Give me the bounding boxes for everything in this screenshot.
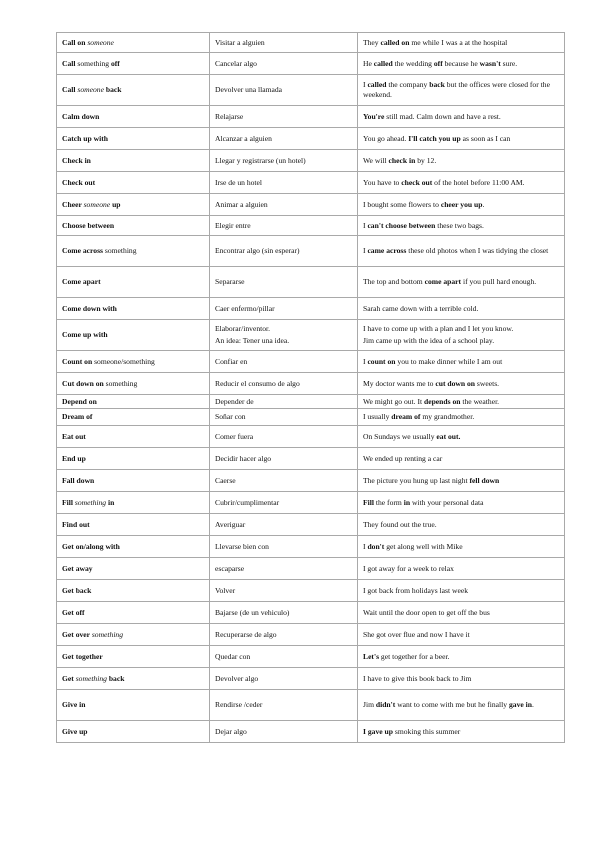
bold-text: You're: [363, 111, 385, 121]
text-segment: He: [363, 58, 374, 68]
example-cell: [358, 236, 565, 267]
text-segment: Separarse: [215, 277, 245, 286]
text-segment: the company: [386, 80, 430, 89]
bold-text: Cut down on: [62, 378, 104, 388]
example-cell: [358, 624, 565, 646]
bold-text: Let's: [363, 651, 380, 661]
phrasal-verb-cell: [57, 75, 210, 106]
text-segment: The top and bottom: [363, 277, 425, 286]
meaning-cell: [210, 172, 358, 194]
table-row: [57, 721, 565, 743]
phrasal-verb-cell: [57, 216, 210, 236]
text-segment: something: [75, 58, 111, 68]
bold-text: Come down with: [62, 303, 117, 313]
table-row: [57, 373, 565, 395]
phrasal-verb-cell: [57, 426, 210, 448]
text-segment: I: [363, 80, 368, 89]
meaning-cell: [210, 216, 358, 236]
text-segment: me while I was a at the hospital: [409, 37, 508, 47]
bold-text: Call: [62, 85, 78, 94]
example-cell: [358, 267, 565, 298]
table-row: [57, 320, 565, 351]
text-segment: Sarah came down with a terrible cold.: [363, 303, 479, 313]
text-segment: Jim: [363, 700, 376, 709]
bold-text: Get over: [62, 629, 92, 639]
text-segment: Devolver una llamada: [215, 85, 283, 94]
example-cell: [358, 373, 565, 395]
bold-text: Choose between: [62, 220, 115, 230]
text-segment: Elegir entre: [215, 220, 251, 230]
bold-text: depends on: [423, 396, 461, 406]
text-segment: My doctor wants me to: [363, 378, 436, 388]
text-segment: you to make dinner while I am out: [395, 356, 503, 366]
meaning-cell: [210, 53, 358, 75]
text-segment: Recuperarse de algo: [215, 629, 277, 639]
meaning-cell: [210, 721, 358, 743]
example-cell: [358, 721, 565, 743]
phrasal-verb-cell: [57, 580, 210, 602]
bold-text: Fill: [363, 497, 374, 507]
table-row: [57, 624, 565, 646]
table-row: [57, 470, 565, 492]
example-cell: [358, 646, 565, 668]
bold-text: check out: [401, 177, 433, 187]
phrasal-verb-cell: [57, 267, 210, 298]
bold-text: Get off: [62, 607, 85, 617]
text-segment: They: [363, 37, 381, 47]
bold-text: check in: [388, 155, 416, 165]
table-row: [57, 216, 565, 236]
example-cell: [358, 668, 565, 690]
table-row: [57, 602, 565, 624]
bold-text: Check in: [62, 155, 91, 165]
text-segment: the weather.: [460, 396, 500, 406]
text-segment: my grandmother.: [420, 412, 475, 421]
table-row: [57, 646, 565, 668]
text-segment: You go ahead.: [363, 133, 409, 143]
example-cell: [358, 216, 565, 236]
text-segment: something: [102, 246, 137, 255]
bold-text: gave in: [508, 700, 532, 709]
phrasal-verb-cell: [57, 536, 210, 558]
bold-text: Get: [62, 673, 76, 683]
text-segment: Caer enfermo/pillar: [215, 303, 275, 313]
phrasal-verb-cell: [57, 668, 210, 690]
text-segment: sweets.: [475, 378, 500, 388]
meaning-cell: [210, 646, 358, 668]
bold-text: up: [110, 199, 121, 209]
italic-text: something: [91, 629, 124, 639]
bold-text: called on: [380, 37, 410, 47]
text-segment: Volver: [215, 585, 236, 595]
bold-text: Come apart: [62, 277, 101, 286]
meaning-cell: [210, 267, 358, 298]
example-cell: [358, 426, 565, 448]
meaning-second-line: [215, 336, 352, 346]
text-segment: Llegar y registrarse (un hotel): [215, 155, 306, 165]
phrasal-verb-cell: [57, 558, 210, 580]
example-cell: [358, 75, 565, 106]
bold-text: Get back: [62, 585, 92, 595]
bold-text: Come up with: [62, 330, 108, 339]
text-segment: I have to come up with a plan and I let you know.: [363, 324, 514, 333]
bold-text: can't choose between: [367, 220, 436, 230]
text-segment: Cubrir/cumplimentar: [215, 497, 280, 507]
bold-text: in: [106, 497, 115, 507]
meaning-cell: [210, 580, 358, 602]
table-row: [57, 351, 565, 373]
text-segment: On Sundays we usually: [363, 431, 437, 441]
example-cell: [358, 514, 565, 536]
bold-text: called: [373, 58, 393, 68]
text-segment: Cancelar algo: [215, 58, 257, 68]
phrasal-verb-cell: [57, 409, 210, 426]
meaning-cell: [210, 536, 358, 558]
text-segment: Alcanzar a alguien: [215, 133, 272, 143]
text-segment: Devolver algo: [215, 673, 259, 683]
text-segment: We ended up renting a car: [363, 453, 443, 463]
text-segment: Depender de: [215, 396, 254, 406]
bold-text: cheer you up: [440, 199, 483, 209]
bold-text: eat out.: [436, 431, 461, 441]
table-row: [57, 128, 565, 150]
text-segment: Soñar con: [215, 412, 246, 421]
bold-text: dream of: [391, 412, 421, 421]
text-segment: You have to: [363, 177, 402, 187]
meaning-cell: [210, 470, 358, 492]
phrasal-verb-cell: [57, 514, 210, 536]
text-segment: Reducir el consumo de algo: [215, 378, 300, 388]
phrasal-verb-cell: [57, 150, 210, 172]
bold-text: Come across: [62, 246, 103, 255]
example-cell: [358, 558, 565, 580]
text-segment: We will: [363, 155, 389, 165]
example-cell: [358, 690, 565, 721]
table-row: [57, 492, 565, 514]
text-segment: Confiar en: [215, 356, 248, 366]
phrasal-verb-cell: [57, 690, 210, 721]
meaning-cell: [210, 395, 358, 409]
example-cell: [358, 409, 565, 426]
phrasal-verb-cell: [57, 194, 210, 216]
bold-text: called: [367, 80, 387, 89]
bold-text: Count on: [62, 356, 93, 366]
meaning-cell: [210, 351, 358, 373]
bold-text: fell down: [469, 475, 500, 485]
bold-text: Give in: [62, 700, 86, 709]
text-segment: Encontrar algo (sin esperar): [215, 246, 300, 255]
text-segment: She got over flue and now I have it: [363, 629, 470, 639]
bold-text: back: [103, 85, 122, 94]
example-cell: [358, 298, 565, 320]
text-segment: Dejar algo: [215, 726, 247, 736]
meaning-cell: [210, 409, 358, 426]
bold-text: came across: [367, 246, 407, 255]
italic-text: someone: [87, 37, 114, 47]
phrasal-verb-cell: [57, 33, 210, 53]
table-row: [57, 409, 565, 426]
phrasal-verb-cell: [57, 236, 210, 267]
table-row: [57, 426, 565, 448]
table-row: [57, 690, 565, 721]
meaning-cell: [210, 448, 358, 470]
text-segment: these old photos when I was tidying the closet: [406, 246, 549, 255]
text-segment: the wedding: [392, 58, 434, 68]
meaning-cell: [210, 150, 358, 172]
text-segment: sure.: [500, 58, 518, 68]
table-row: [57, 668, 565, 690]
bold-text: Calm down: [62, 111, 100, 121]
bold-text: off: [110, 58, 120, 68]
table-row: [57, 448, 565, 470]
bold-text: I'll catch you up: [408, 133, 461, 143]
text-segment: someone/something: [92, 356, 155, 366]
text-segment: something: [103, 378, 138, 388]
text-segment: because he: [442, 58, 480, 68]
bold-text: don't: [367, 541, 385, 551]
bold-text: End up: [62, 453, 86, 463]
table-row: [57, 514, 565, 536]
phrasal-verb-cell: [57, 492, 210, 514]
text-segment: An idea: Tener una idea.: [215, 336, 290, 345]
table-row: [57, 580, 565, 602]
meaning-cell: [210, 298, 358, 320]
table-row: [57, 75, 565, 106]
phrasal-verbs-table: [56, 32, 565, 743]
text-segment: I got away for a week to relax: [363, 563, 454, 573]
text-segment: want to come with me but he finally: [395, 700, 509, 709]
table-row: [57, 194, 565, 216]
phrasal-verb-cell: [57, 53, 210, 75]
text-segment: the form: [373, 497, 404, 507]
bold-text: Cheer: [62, 199, 84, 209]
example-cell: [358, 53, 565, 75]
text-segment: by 12.: [415, 155, 437, 165]
table-row: [57, 395, 565, 409]
text-segment: Bajarse (de un vehiculo): [215, 607, 290, 617]
text-segment: .: [531, 700, 534, 709]
bold-text: Get together: [62, 651, 103, 661]
phrasal-verb-cell: [57, 602, 210, 624]
phrasal-verb-cell: [57, 320, 210, 351]
example-cell: [358, 580, 565, 602]
text-segment: I: [363, 541, 368, 551]
text-segment: Visitar a alguien: [215, 37, 265, 47]
bold-text: Give up: [62, 726, 88, 736]
text-segment: I bought some flowers to: [363, 199, 441, 209]
table-row: [57, 267, 565, 298]
example-cell: [358, 448, 565, 470]
text-segment: They found out the true.: [363, 519, 437, 529]
text-segment: Caerse: [215, 475, 236, 485]
table-row: [57, 53, 565, 75]
text-segment: escaparse: [215, 563, 245, 573]
phrasal-verb-cell: [57, 106, 210, 128]
phrasal-verb-cell: [57, 128, 210, 150]
text-segment: Comer fuera: [215, 431, 254, 441]
bold-text: Fall down: [62, 475, 95, 485]
meaning-cell: [210, 75, 358, 106]
table-row: [57, 536, 565, 558]
meaning-cell: [210, 236, 358, 267]
text-segment: .: [482, 199, 485, 209]
phrasal-verb-cell: [57, 395, 210, 409]
text-segment: Animar a alguien: [215, 199, 268, 209]
text-segment: smoking this summer: [392, 726, 461, 736]
phrasal-verbs-page: [56, 32, 564, 743]
phrasal-verb-cell: [57, 373, 210, 395]
phrasal-verb-cell: [57, 624, 210, 646]
text-segment: Jim came up with the idea of a school play.: [363, 336, 495, 345]
table-row: [57, 150, 565, 172]
text-segment: Llevarse bien con: [215, 541, 269, 551]
meaning-cell: [210, 33, 358, 53]
table-row: [57, 236, 565, 267]
bold-text: off: [433, 58, 443, 68]
phrasal-verb-cell: [57, 298, 210, 320]
bold-text: I gave up: [363, 726, 393, 736]
text-segment: get together for a beer.: [379, 651, 450, 661]
example-cell: [358, 470, 565, 492]
bold-text: Call: [62, 58, 76, 68]
text-segment: Relajarse: [215, 111, 244, 121]
bold-text: back: [106, 673, 125, 683]
phrasal-verb-cell: [57, 721, 210, 743]
text-segment: I have to give this book back to Jim: [363, 673, 472, 683]
text-segment: I: [363, 246, 368, 255]
bold-text: cut down on: [435, 378, 476, 388]
meaning-cell: [210, 426, 358, 448]
text-segment: these two bags.: [435, 220, 484, 230]
text-segment: Quedar con: [215, 651, 251, 661]
example-cell: [358, 128, 565, 150]
meaning-cell: [210, 514, 358, 536]
bold-text: Catch up with: [62, 133, 108, 143]
meaning-cell: [210, 602, 358, 624]
meaning-cell: [210, 106, 358, 128]
text-segment: as soon as I can: [460, 133, 511, 143]
italic-text: someone: [83, 199, 111, 209]
table-row: [57, 172, 565, 194]
phrasal-verb-cell: [57, 646, 210, 668]
bold-text: Fill: [62, 497, 75, 507]
text-segment: We might go out. It: [363, 396, 424, 406]
text-segment: I usually: [363, 412, 392, 421]
meaning-cell: [210, 558, 358, 580]
example-cell: [358, 194, 565, 216]
text-segment: get along well with Mike: [384, 541, 463, 551]
bold-text: wasn't: [479, 58, 501, 68]
text-segment: Elaborar/inventor.: [215, 324, 271, 333]
text-segment: Rendirse /ceder: [215, 700, 263, 709]
example-second-line: [363, 336, 561, 346]
bold-text: Find out: [62, 519, 90, 529]
meaning-cell: [210, 690, 358, 721]
example-cell: [358, 395, 565, 409]
bold-text: Depend on: [62, 396, 97, 406]
meaning-cell: [210, 128, 358, 150]
text-segment: of the hotel before 11:00 AM.: [432, 177, 525, 187]
meaning-cell: [210, 194, 358, 216]
text-segment: but the offices were closed for the weekend.: [363, 80, 550, 99]
text-segment: I: [363, 356, 368, 366]
phrasal-verb-cell: [57, 470, 210, 492]
table-row: [57, 33, 565, 53]
text-segment: if you pull hard enough.: [461, 277, 537, 286]
phrasal-verb-cell: [57, 172, 210, 194]
italic-text: something: [74, 497, 107, 507]
meaning-cell: [210, 492, 358, 514]
example-cell: [358, 602, 565, 624]
text-segment: Irse de un hotel: [215, 177, 263, 187]
bold-text: in: [403, 497, 411, 507]
bold-text: Get away: [62, 563, 93, 573]
bold-text: Check out: [62, 177, 96, 187]
example-cell: [358, 150, 565, 172]
text-segment: Decidir hacer algo: [215, 453, 272, 463]
example-cell: [358, 106, 565, 128]
text-segment: with your personal data: [410, 497, 484, 507]
italic-text: something: [75, 673, 107, 683]
table-body: [57, 33, 565, 743]
table-row: [57, 558, 565, 580]
italic-text: someone: [77, 85, 104, 94]
bold-text: count on: [367, 356, 396, 366]
bold-text: Get on/along with: [62, 541, 120, 551]
text-segment: Averiguar: [215, 519, 246, 529]
table-row: [57, 106, 565, 128]
text-segment: I: [363, 220, 368, 230]
meaning-cell: [210, 624, 358, 646]
meaning-cell: [210, 320, 358, 351]
bold-text: Dream of: [62, 412, 93, 421]
bold-text: didn't: [375, 700, 396, 709]
example-cell: [358, 320, 565, 351]
meaning-cell: [210, 373, 358, 395]
bold-text: Eat out: [62, 431, 86, 441]
phrasal-verb-cell: [57, 448, 210, 470]
table-row: [57, 298, 565, 320]
bold-text: come apart: [424, 277, 462, 286]
example-cell: [358, 492, 565, 514]
example-cell: [358, 33, 565, 53]
bold-text: Call on: [62, 37, 88, 47]
text-segment: I got back from holidays last week: [363, 585, 469, 595]
example-cell: [358, 172, 565, 194]
text-segment: still mad. Calm down and have a rest.: [384, 111, 501, 121]
bold-text: back: [429, 80, 445, 89]
example-cell: [358, 536, 565, 558]
phrasal-verb-cell: [57, 351, 210, 373]
example-cell: [358, 351, 565, 373]
meaning-cell: [210, 668, 358, 690]
text-segment: Wait until the door open to get off the bus: [363, 607, 490, 617]
text-segment: The picture you hung up last night: [363, 475, 470, 485]
